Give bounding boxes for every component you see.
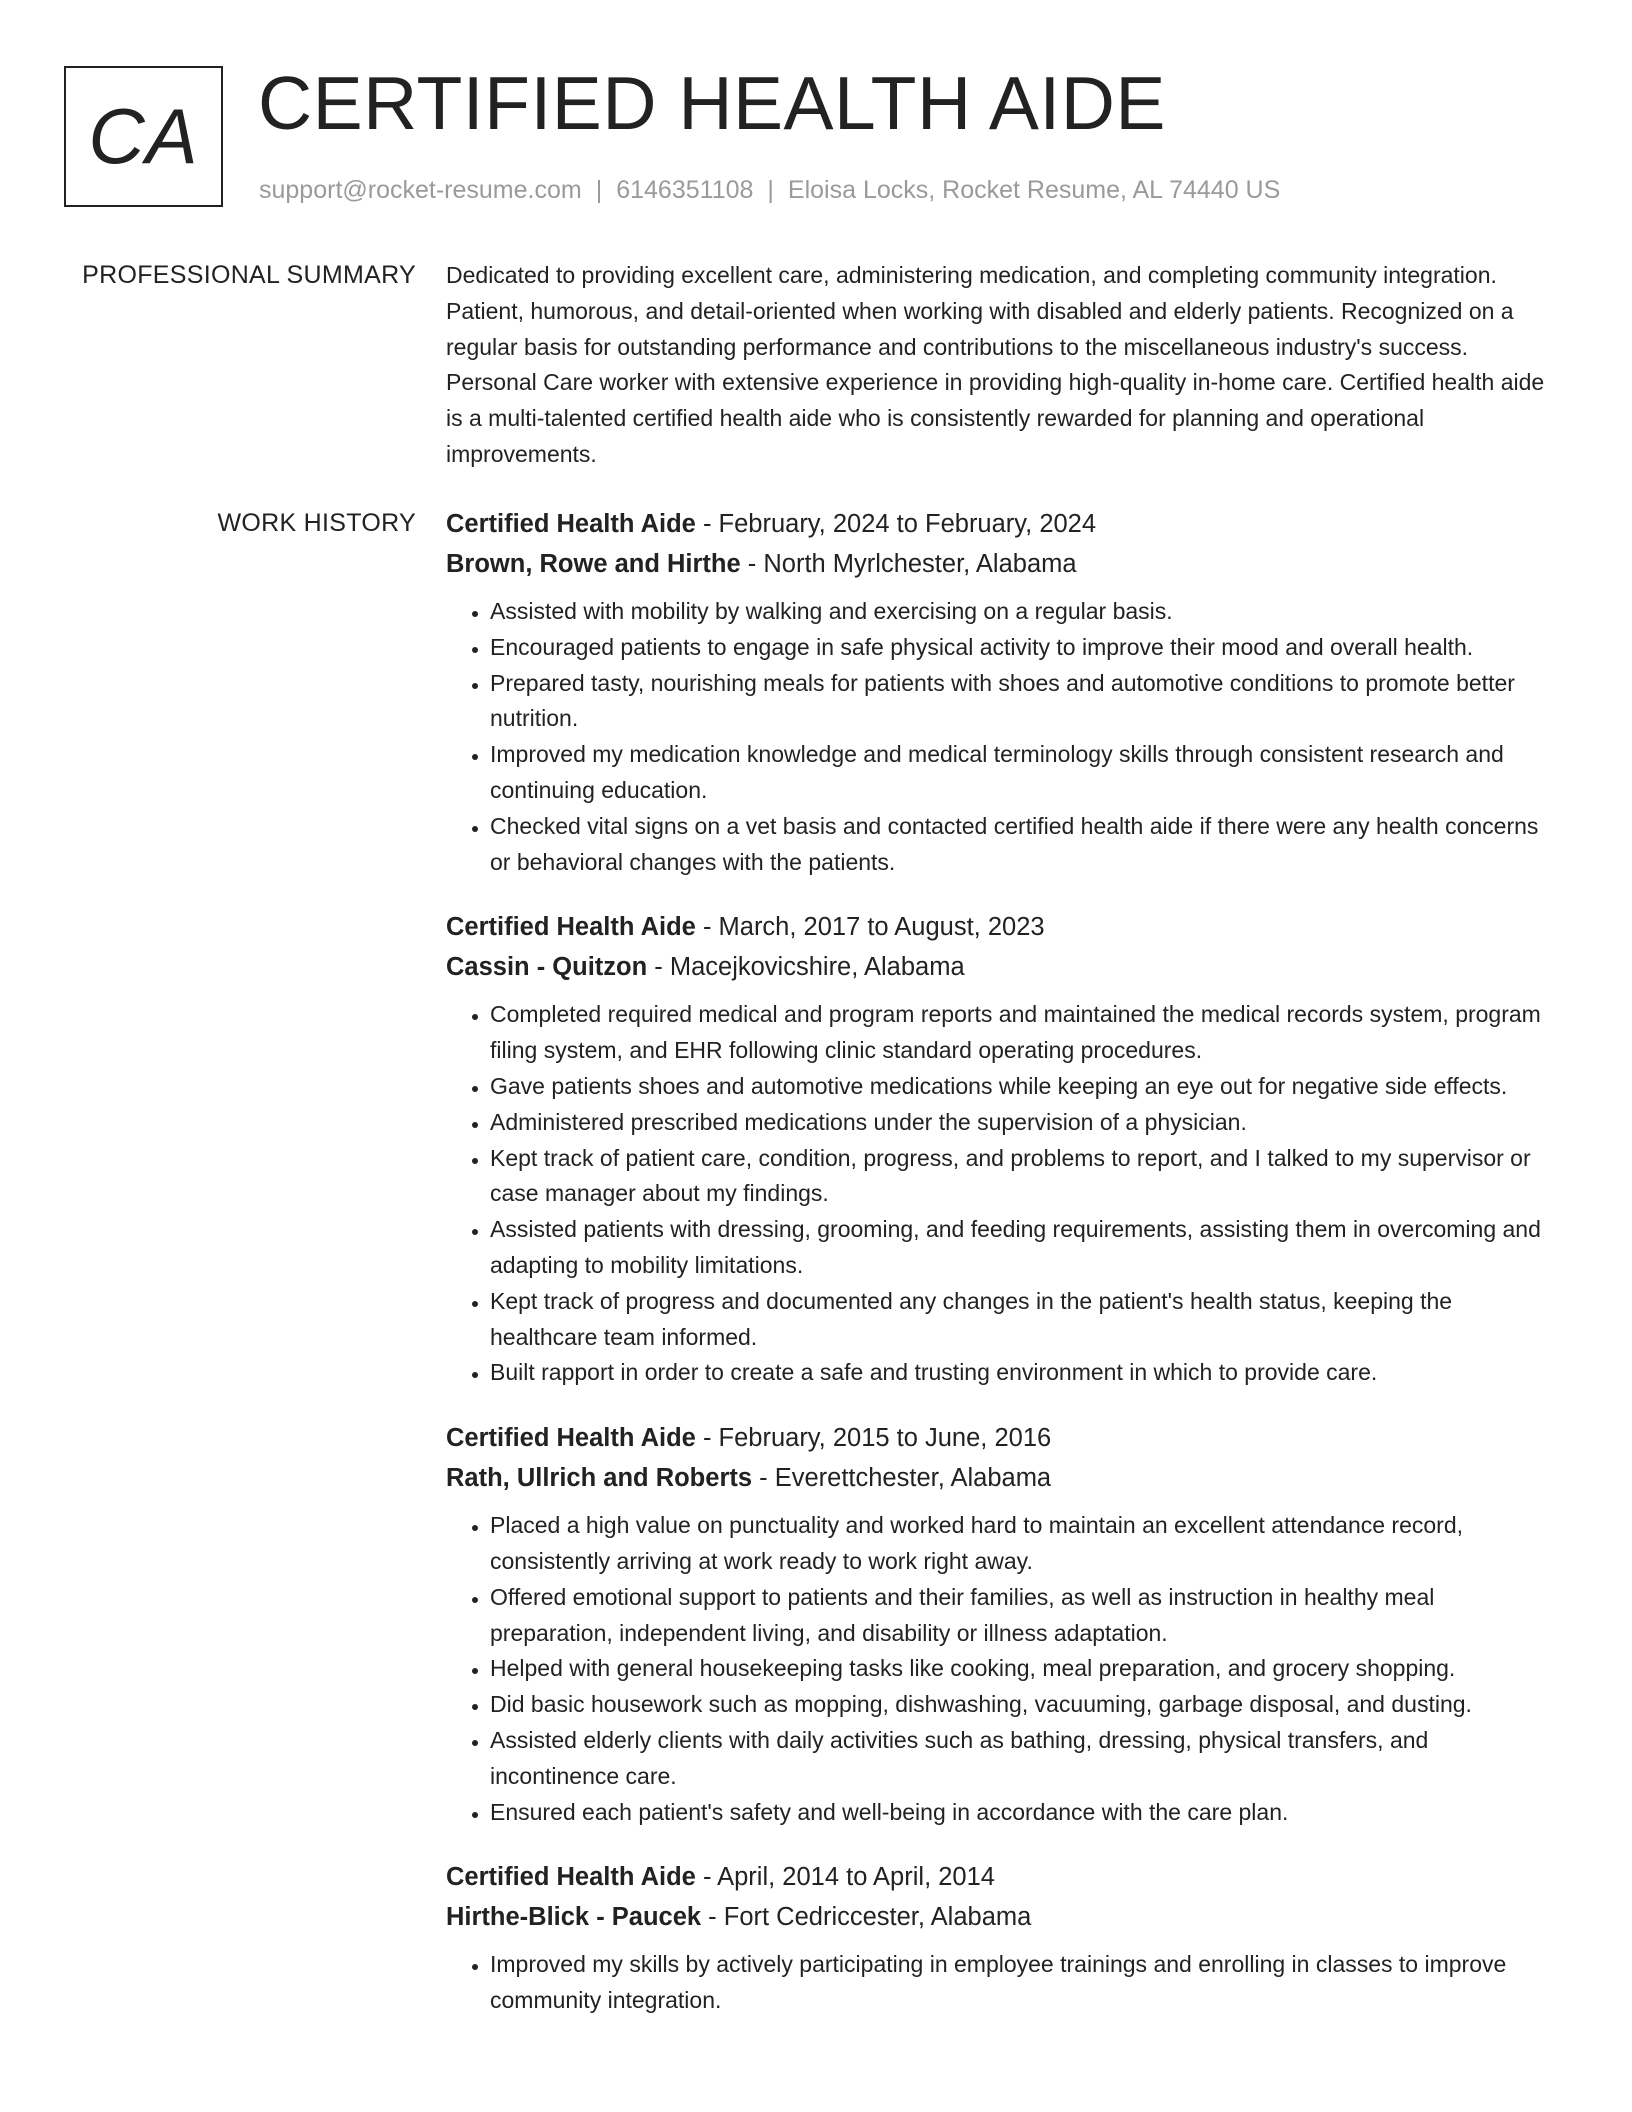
job-dates: - April, 2014 to April, 2014 [695, 1863, 995, 1892]
job-bullets [446, 1947, 1556, 2019]
job-company: Brown, Rowe and Hirthe [446, 550, 741, 578]
job-dates: - February, 2024 to February, 2024 [695, 510, 1097, 538]
job-entry [446, 504, 1556, 880]
job-title: Certified Health Aide [446, 913, 696, 942]
job-dates: - March, 2017 to August, 2023 [695, 913, 1045, 942]
job-company: Rath, Ullrich and Roberts [446, 1464, 753, 1493]
contact-email[interactable]: support@rocket-resume.com [259, 176, 582, 204]
summary-body [446, 258, 1556, 473]
job-bullet: • Administered prescribed medications under the supervision of a physician. [490, 1105, 1556, 1141]
job-company-line [446, 544, 1556, 584]
contact-separator: | [767, 176, 774, 204]
job-bullet: • Gave patients shoes and automotive medications while keeping an eye out for negative side effects. [490, 1069, 1556, 1105]
job-location: - Macejkovicshire, Alabama [647, 953, 965, 982]
job-company-line [446, 1897, 1556, 1937]
job-bullet: • Completed required medical and program reports and maintained the medical records system, program filing system, and EHR following clinic standard operating procedures. [490, 997, 1556, 1069]
job-entry [446, 1418, 1556, 1830]
job-company-line [446, 947, 1556, 987]
section-heading-summary: PROFESSIONAL SUMMARY [82, 261, 416, 289]
job-bullets [446, 997, 1556, 1391]
job-title-line [446, 1857, 1556, 1897]
candidate-name: CERTIFIED HEALTH AIDE [258, 61, 1166, 145]
job-company-line [446, 1458, 1556, 1498]
job-dates: - February, 2015 to June, 2016 [695, 1424, 1052, 1453]
job-title-line [446, 1418, 1556, 1458]
job-bullet: • Assisted elderly clients with daily activities such as bathing, dressing, physical transfers, and incontinence care. [490, 1723, 1556, 1795]
job-bullets [446, 594, 1556, 880]
job-bullet: • Prepared tasty, nourishing meals for patients with shoes and automotive conditions to promote better nutrition. [490, 666, 1556, 738]
job-title-line [446, 504, 1556, 544]
job-bullet: • Placed a high value on punctuality and worked hard to maintain an excellent attendance record, consistently arriving at work ready to work right away. [490, 1508, 1556, 1580]
job-title: Certified Health Aide [446, 510, 696, 538]
job-bullet: • Helped with general housekeeping tasks like cooking, meal preparation, and grocery shopping. [490, 1651, 1556, 1687]
section-heading-work-history: WORK HISTORY [217, 509, 416, 537]
job-title: Certified Health Aide [446, 1863, 696, 1892]
job-bullet: • Built rapport in order to create a safe and trusting environment in which to provide care. [490, 1355, 1556, 1391]
contact-address: Eloisa Locks, Rocket Resume, AL 74440 US [787, 176, 1281, 204]
summary-text: Dedicated to providing excellent care, administering medication, and completing community integration. Patient, humorous, and detail-oriented when working with disabled and elderly patients. Recognized on a regular basis for outstanding performance and contributions to the miscellaneous industry's success. Personal Care worker with extensive experience in providing high-quality in-home care. Certified health aide is a multi-talented certified health aide who is consistently rewarded for planning and operational improvements. [446, 262, 1545, 467]
job-entry [446, 1857, 1556, 2019]
job-company: Cassin - Quitzon [446, 953, 648, 982]
work-history-list [446, 504, 1556, 2046]
job-company: Hirthe-Blick - Paucek [446, 1903, 702, 1932]
job-bullet: • Assisted with mobility by walking and exercising on a regular basis. [490, 594, 1556, 630]
job-bullet: • Improved my skills by actively participating in employee trainings and enrolling in classes to improve community integration. [490, 1947, 1556, 2019]
contact-phone[interactable]: 6146351108 [616, 176, 754, 204]
job-location: - North Myrlchester, Alabama [740, 550, 1077, 578]
monogram-logo: CA [64, 66, 223, 207]
job-title-line [446, 907, 1556, 947]
job-bullet: • Kept track of progress and documented any changes in the patient's health status, keeping the healthcare team informed. [490, 1284, 1556, 1356]
job-location: - Fort Cedriccester, Alabama [701, 1903, 1032, 1932]
job-bullet: • Did basic housework such as mopping, dishwashing, vacuuming, garbage disposal, and dusting. [490, 1687, 1556, 1723]
job-entry [446, 907, 1556, 1391]
job-bullets [446, 1508, 1556, 1830]
job-title: Certified Health Aide [446, 1424, 696, 1453]
job-bullet: • Checked vital signs on a vet basis and contacted certified health aide if there were any health concerns or behavioral changes with the patients. [490, 809, 1556, 881]
job-location: - Everettchester, Alabama [752, 1464, 1052, 1493]
job-bullet: • Kept track of patient care, condition, progress, and problems to report, and I talked to my supervisor or case manager about my findings. [490, 1141, 1556, 1213]
resume-header [64, 61, 1584, 216]
job-bullet: • Encouraged patients to engage in safe physical activity to improve their mood and overall health. [490, 630, 1556, 666]
job-bullet: • Ensured each patient's safety and well-being in accordance with the care plan. [490, 1795, 1556, 1831]
job-bullet: • Assisted patients with dressing, grooming, and feeding requirements, assisting them in overcoming and adapting to mobility limitations. [490, 1212, 1556, 1284]
contact-line [259, 176, 1280, 205]
contact-separator: | [595, 176, 603, 204]
job-bullet: • Improved my medication knowledge and medical terminology skills through consistent research and continuing education. [490, 737, 1556, 809]
job-bullet: • Offered emotional support to patients and their families, as well as instruction in healthy meal preparation, independent living, and disability or illness adaptation. [490, 1580, 1556, 1652]
